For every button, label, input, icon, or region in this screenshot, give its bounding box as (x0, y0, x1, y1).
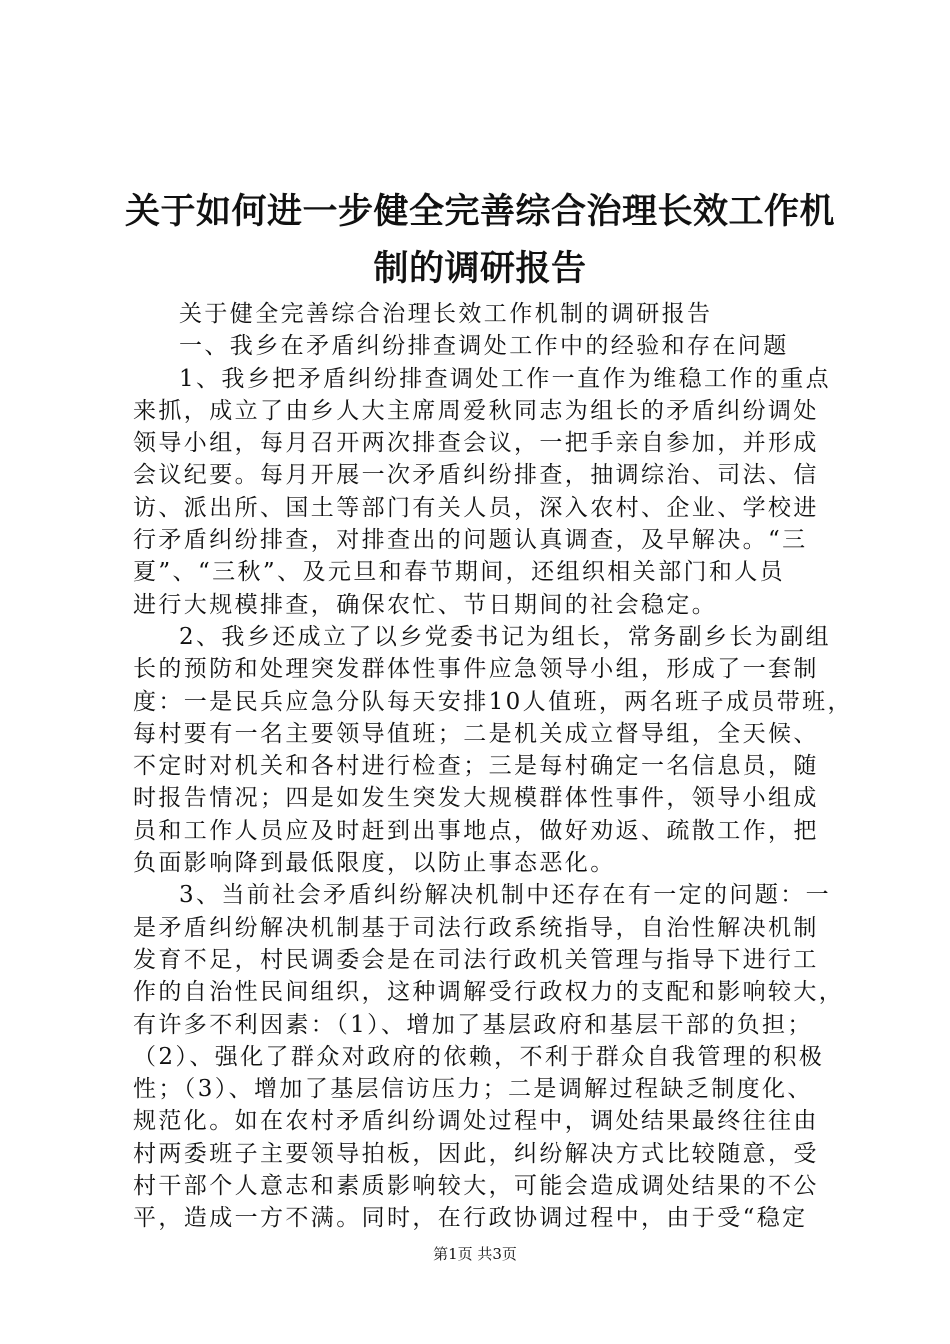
body-line: 平，造成一方不满。同时，在行政协调过程中，由于受“稳定 (133, 1205, 808, 1232)
body-line: 访、派出所、国土等部门有关人员，深入农村、企业、学校进 (133, 494, 819, 521)
body-line: 行矛盾纠纷排查，对排查出的问题认真调查，及早解决。“三 (133, 527, 808, 554)
body-line: 每村要有一名主要领导值班；二是机关成立督导组，全天候、 (133, 720, 819, 747)
body-line: 会议纪要。每月开展一次矛盾纠纷排查，抽调综治、司法、信 (133, 462, 819, 489)
document-title-line-1: 关于如何进一步健全完善综合治理长效工作机 (124, 191, 835, 232)
body-line: 员和工作人员应及时赶到出事地点，做好劝返、疏散工作，把 (133, 817, 819, 844)
body-line: 有许多不利因素：（1）、增加了基层政府和基层干部的负担； (133, 1011, 813, 1038)
body-line: 一、我乡在矛盾纠纷排查调处工作中的经验和存在问题 (179, 333, 789, 360)
body-line: 进行大规模排查，确保农忙、节日期间的社会稳定。 (133, 591, 718, 618)
body-line: 发育不足，村民调委会是在司法行政机关管理与指导下进行工 (133, 946, 819, 973)
body-line: 长的预防和处理突发群体性事件应急领导小组，形成了一套制 (133, 656, 819, 683)
body-line: 规范化。如在农村矛盾纠纷调处过程中，调处结果最终往往由 (133, 1108, 819, 1135)
document-title-line-2: 制的调研报告 (373, 248, 587, 289)
body-line: 村干部个人意志和素质影响较大，可能会造成调处结果的不公 (133, 1173, 819, 1200)
body-line: 3、当前社会矛盾纠纷解决机制中还存在有一定的问题：一 (179, 882, 832, 909)
body-line: 领导小组，每月召开两次排查会议，一把手亲自参加，并形成 (133, 430, 819, 457)
body-line: 来抓，成立了由乡人大主席周爱秋同志为组长的矛盾纠纷调处 (133, 397, 819, 424)
body-line: 性；（3）、增加了基层信访压力；二是调解过程缺乏制度化、 (133, 1076, 813, 1103)
body-line: 作的自治性民间组织，这种调解受行政权力的支配和影响较大， (133, 979, 845, 1006)
body-line: 负面影响降到最低限度，以防止事态恶化。 (133, 850, 616, 877)
body-line: 关于健全完善综合治理长效工作机制的调研报告 (179, 301, 713, 327)
page-footer: 第1页 共3页 (433, 1245, 517, 1263)
body-line: 2、我乡还成立了以乡党委书记为组长，常务副乡长为副组 (179, 623, 832, 650)
body-line: 1、我乡把矛盾纠纷排查调处工作一直作为维稳工作的重点 (179, 365, 832, 392)
body-line: 不定时对机关和各村进行检查；三是每村确定一名信息员，随 (133, 753, 819, 780)
body-line: 是矛盾纠纷解决机制基于司法行政系统指导，自治性解决机制 (133, 914, 819, 941)
body-line: （2）、强化了群众对政府的依赖，不利于群众自我管理的积极 (133, 1043, 825, 1070)
document-body (133, 298, 853, 1235)
body-line: 时报告情况；四是如发生突发大规模群体性事件，领导小组成 (133, 785, 819, 812)
body-line: 村两委班子主要领导拍板，因此，纠纷解决方式比较随意，受 (133, 1140, 819, 1167)
body-line: 度：一是民兵应急分队每天安排10人值班，两名班子成员带班， (133, 688, 853, 715)
body-line: 夏”、“三秋”、及元旦和春节期间，还组织相关部门和人员 (133, 559, 786, 586)
